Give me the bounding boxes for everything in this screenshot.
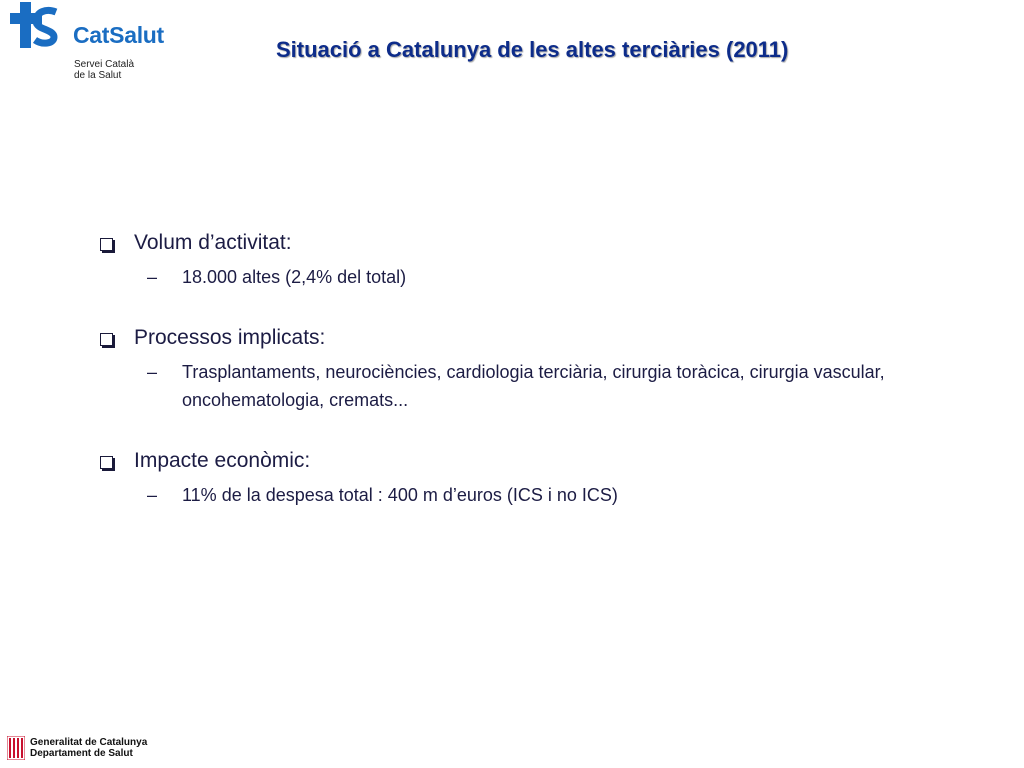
bullet-text: Volum d’activitat: [134,231,292,254]
checkbox-bullet-icon [100,456,113,469]
checkbox-bullet-icon [100,238,113,251]
brand-name: CatSalut [73,22,164,48]
dash-marker: – [147,362,158,382]
sub-bullet [147,263,930,291]
generalitat-logo-icon [7,736,25,760]
checkbox-bullet-icon [100,333,113,346]
bullet-text: Processos implicats: [134,326,326,349]
catsalut-logo-icon [10,2,66,52]
dash-marker: – [147,485,158,505]
bullet-list [100,225,930,538]
sub-bullet [147,358,930,414]
sub-bullet-text: 11% de la despesa total : 400 m d’euros (ICS i no ICS) [182,485,618,505]
bullet-volum [100,225,930,291]
footer-line1: Generalitat de Catalunya [30,737,148,748]
bullet-processos [100,320,930,414]
slide-title: Situació a Catalunya de les altes terciàries (2011) [276,37,789,62]
bullet-text: Impacte econòmic: [134,449,311,472]
brand-subtitle-line2: de la Salut [74,70,122,81]
sub-bullet-text: 18.000 altes (2,4% del total) [182,267,407,287]
sub-bullet [147,481,930,509]
dash-marker: – [147,267,158,287]
footer-text [30,737,147,759]
brand-subtitle-line1: Servei Català [74,59,135,70]
bullet-impacte [100,443,930,509]
brand-subtitle [74,59,134,81]
sub-bullet-text: Trasplantaments, neurociències, cardiologia terciària, cirurgia toràcica, cirurgia vascular, oncohematologia, cremats... [182,362,885,410]
footer-line2: Departament de Salut [30,748,133,759]
